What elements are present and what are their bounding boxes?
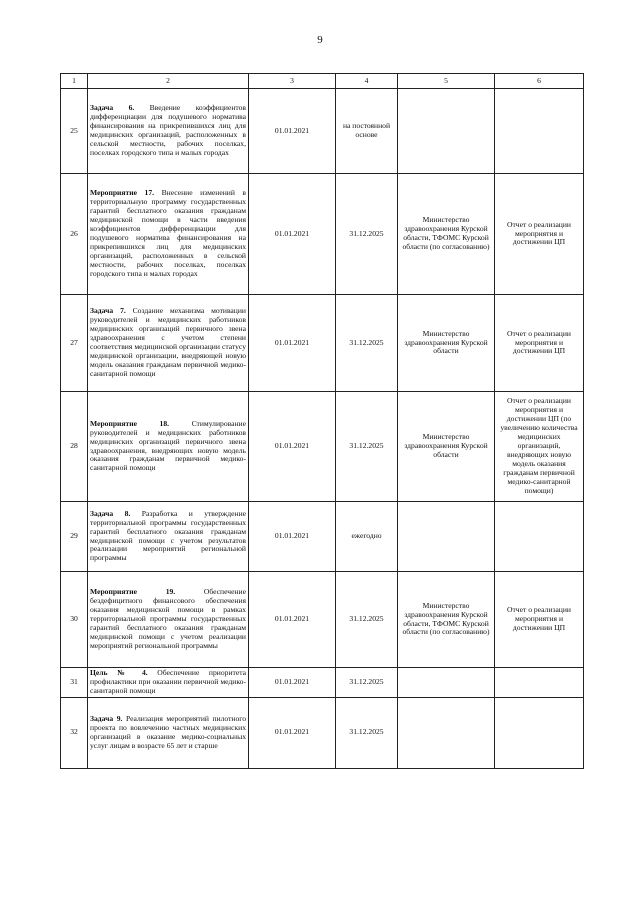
table-row: [61, 697, 584, 768]
row-description: [88, 174, 249, 295]
row-result: Отчет о реализации мероприятия и достижении ЦП (по увеличению количества медицинских организаций, внедряющих новую модель оказания гражданам первичной медико-санитарной помощи): [495, 392, 584, 502]
row-kind: Задача 7.: [90, 306, 126, 316]
row-start-date: 01.01.2021: [249, 572, 336, 668]
row-start-date: 01.01.2021: [249, 502, 336, 572]
row-executor: [398, 89, 495, 174]
row-executor: [398, 668, 495, 698]
column-header: 2: [88, 74, 249, 89]
row-description: [88, 295, 249, 392]
page-number: 9: [317, 34, 323, 46]
row-description: [88, 392, 249, 502]
row-text: Создание механизма мотивации руководителей и медицинских работников медицинских организаций первичного звена здравоохранения с учетом степени соответствия медицинской организации статусу медицинской организации, внедряющей новую модель оказания гражданам первичной медико-санитарной помощи: [90, 306, 246, 378]
row-description: [88, 697, 249, 768]
row-number: 25: [61, 89, 88, 174]
column-header: 3: [249, 74, 336, 89]
row-end-date: ежегодно: [336, 502, 398, 572]
row-number: 32: [61, 697, 88, 768]
row-result: [495, 668, 584, 698]
header-row: [61, 74, 584, 89]
table-row: [61, 572, 584, 668]
row-kind: Задача 6.: [90, 103, 135, 113]
row-kind: Задача 8.: [90, 508, 131, 518]
row-number: 28: [61, 392, 88, 502]
row-kind: Цель № 4.: [90, 668, 148, 677]
row-executor: Министерство здравоохранения Курской области: [398, 392, 495, 502]
row-description: [88, 572, 249, 668]
row-start-date: 01.01.2021: [249, 668, 336, 698]
row-executor: Министерство здравоохранения Курской области, ТФОМС Курской области (по согласованию): [398, 174, 495, 295]
table-row: [61, 174, 584, 295]
row-number: 31: [61, 668, 88, 698]
row-end-date: 31.12.2025: [336, 697, 398, 768]
row-result: [495, 89, 584, 174]
row-kind: Мероприятие 17.: [90, 188, 155, 198]
row-kind: Мероприятие 19.: [90, 587, 176, 597]
row-executor: [398, 697, 495, 768]
row-end-date: 31.12.2025: [336, 174, 398, 295]
row-description: [88, 502, 249, 572]
column-header: 1: [61, 74, 88, 89]
row-start-date: 01.01.2021: [249, 295, 336, 392]
table-row: [61, 502, 584, 572]
row-end-date: 31.12.2025: [336, 572, 398, 668]
row-kind: Задача 9.: [90, 713, 123, 723]
row-description: [88, 89, 249, 174]
column-header: 6: [495, 74, 584, 89]
row-description: [88, 668, 249, 698]
row-text: Введение коэффициентов дифференциации для подушевого норматива финансирования на прикрепившихся лиц для медицинских организаций, расположенных в сельской местности, рабочих поселках, поселках городского типа и малых городах: [90, 103, 246, 157]
row-text: Стимулирование руководителей и медицинских работников медицинских организаций первичного звена здравоохранения, внедряющих новую модель оказания гражданам первичной медико-санитарной помощи: [90, 418, 246, 473]
row-text: Обеспечение бездефицитного финансового обеспечения оказания медицинской помощи в рамках территориальной программы государственных гарантий бесплатного оказания гражданам медицинской помощи с учетом реализации мероприятий региональной программы: [90, 587, 246, 650]
row-result: Отчет о реализации мероприятия и достижении ЦП: [495, 174, 584, 295]
table-row: [61, 89, 584, 174]
row-number: 30: [61, 572, 88, 668]
row-kind: Мероприятие 18.: [90, 418, 170, 428]
row-number: 29: [61, 502, 88, 572]
row-end-date: 31.12.2025: [336, 392, 398, 502]
row-end-date: 31.12.2025: [336, 295, 398, 392]
plan-table: [60, 73, 584, 769]
row-result: [495, 502, 584, 572]
row-text: Обеспечение приоритета профилактики при оказании первичной медико-санитарной помощи: [90, 668, 246, 695]
row-number: 27: [61, 295, 88, 392]
column-header: 4: [336, 74, 398, 89]
row-end-date: 31.12.2025: [336, 668, 398, 698]
row-executor: [398, 502, 495, 572]
row-number: 26: [61, 174, 88, 295]
row-text: Разработка и утверждение территориальной программы государственных гарантий бесплатного оказания гражданам медицинской помощи с учетом результатов реализации мероприятий региональной программы: [90, 508, 246, 563]
row-start-date: 01.01.2021: [249, 89, 336, 174]
row-executor: Министерство здравоохранения Курской области, ТФОМС Курской области (по согласованию): [398, 572, 495, 668]
row-start-date: 01.01.2021: [249, 392, 336, 502]
row-result: Отчет о реализации мероприятия и достижении ЦП: [495, 572, 584, 668]
table-row: [61, 392, 584, 502]
row-result: [495, 697, 584, 768]
row-start-date: 01.01.2021: [249, 697, 336, 768]
row-executor: Министерство здравоохранения Курской области: [398, 295, 495, 392]
column-header: 5: [398, 74, 495, 89]
row-text: Внесение изменений в территориальную программу государственных гарантий бесплатного оказания гражданам медицинской помощи в части введения коэффициентов дифференциации для подушевого норматива финансирования на прикрепившихся лиц для медицинских организаций, расположенных в сельской местности, рабочих поселках, поселках городского типа и малых городах: [90, 188, 246, 278]
row-end-date: на постоянной основе: [336, 89, 398, 174]
table-row: [61, 295, 584, 392]
table-row: [61, 668, 584, 698]
row-result: Отчет о реализации мероприятия и достижении ЦП: [495, 295, 584, 392]
row-text: Реализация мероприятий пилотного проекта по вовлечению частных медицинских организаций в оказание медико-социальных услуг лицам в возрасте 65 лет и старше: [90, 713, 247, 750]
row-start-date: 01.01.2021: [249, 174, 336, 295]
